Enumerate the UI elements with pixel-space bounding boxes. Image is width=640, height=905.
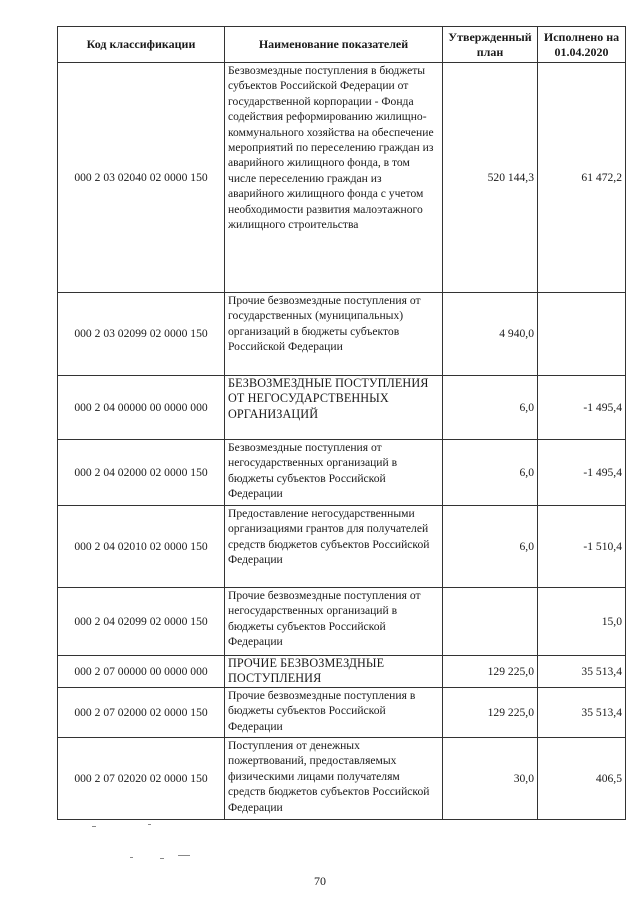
row-code: 000 2 03 02099 02 0000 150 [58,293,225,376]
row-code: 000 2 04 02010 02 0000 150 [58,506,225,588]
row-executed: -1 510,4 [538,506,626,588]
page-number: 70 [314,874,326,888]
row-plan: 6,0 [443,440,538,506]
row-code: 000 2 07 02020 02 0000 150 [58,738,225,820]
row-executed: 406,5 [538,738,626,820]
row-name: Безвозмездные поступления от негосударственных организаций в бюджеты субъектов Российской Федерации [225,440,443,506]
header-code: Код классификации [58,27,225,63]
row-executed: 35 513,4 [538,656,626,688]
row-plan: 6,0 [443,376,538,440]
header-name: Наименование показателей [225,27,443,63]
row-plan: 4 940,0 [443,293,538,376]
row-name: Прочие безвозмездные поступления от государственных (муниципальных) организаций в бюджеты субъектов Российской Федерации [225,293,443,376]
row-name: Безвозмездные поступления в бюджеты субъектов Российской Федерации от государственной корпорации - Фонда содействия реформированию жилищно-коммунального хозяйства на обеспечение мероприятий по переселению граждан из аварийного жилищного фонда, в том числе переселению граждан из аварийного жилищного фонда с учетом необходимости развития малоэтажного жилищного строительства [225,63,443,293]
row-executed: -1 495,4 [538,376,626,440]
scan-artifact [178,855,190,856]
row-name: БЕЗВОЗМЕЗДНЫЕ ПОСТУПЛЕНИЯ ОТ НЕГОСУДАРСТВЕННЫХ ОРГАНИЗАЦИЙ [225,376,443,440]
header-executed: Исполнено на 01.04.2020 [538,27,626,63]
scan-artifact [92,826,96,827]
row-code: 000 2 07 00000 00 0000 000 [58,656,225,688]
table-row [58,63,626,293]
table-row [58,738,626,820]
row-executed: -1 495,4 [538,440,626,506]
table-header-row [58,27,626,63]
table-row [58,376,626,440]
table-row [58,688,626,738]
row-executed: 35 513,4 [538,688,626,738]
row-plan: 129 225,0 [443,656,538,688]
row-executed: 15,0 [538,588,626,656]
row-name: Предоставление негосударственными организациями грантов для получателей средств бюджетов субъектов Российской Федерации [225,506,443,588]
table-row [58,656,626,688]
header-plan: Утвержденный план [443,27,538,63]
table-row [58,588,626,656]
row-code: 000 2 07 02000 02 0000 150 [58,688,225,738]
row-plan [443,588,538,656]
row-executed [538,293,626,376]
budget-revenue-table [57,26,626,820]
table-row [58,440,626,506]
row-name: Прочие безвозмездные поступления в бюджеты субъектов Российской Федерации [225,688,443,738]
table-row [58,293,626,376]
row-plan: 129 225,0 [443,688,538,738]
scan-artifact [148,824,151,825]
row-code: 000 2 04 00000 00 0000 000 [58,376,225,440]
row-plan: 30,0 [443,738,538,820]
row-name: Поступления от денежных пожертвований, предоставляемых физическими лицами получателям средств бюджетов субъектов Российской Федерации [225,738,443,820]
row-plan: 520 144,3 [443,63,538,293]
row-code: 000 2 03 02040 02 0000 150 [58,63,225,293]
row-code: 000 2 04 02000 02 0000 150 [58,440,225,506]
row-plan: 6,0 [443,506,538,588]
row-name: Прочие безвозмездные поступления от негосударственных организаций в бюджеты субъектов Российской Федерации [225,588,443,656]
row-name: ПРОЧИЕ БЕЗВОЗМЕЗДНЫЕ ПОСТУПЛЕНИЯ [225,656,443,688]
scan-artifact [130,857,133,858]
row-code: 000 2 04 02099 02 0000 150 [58,588,225,656]
scan-artifact [160,858,164,859]
table-row [58,506,626,588]
row-executed: 61 472,2 [538,63,626,293]
